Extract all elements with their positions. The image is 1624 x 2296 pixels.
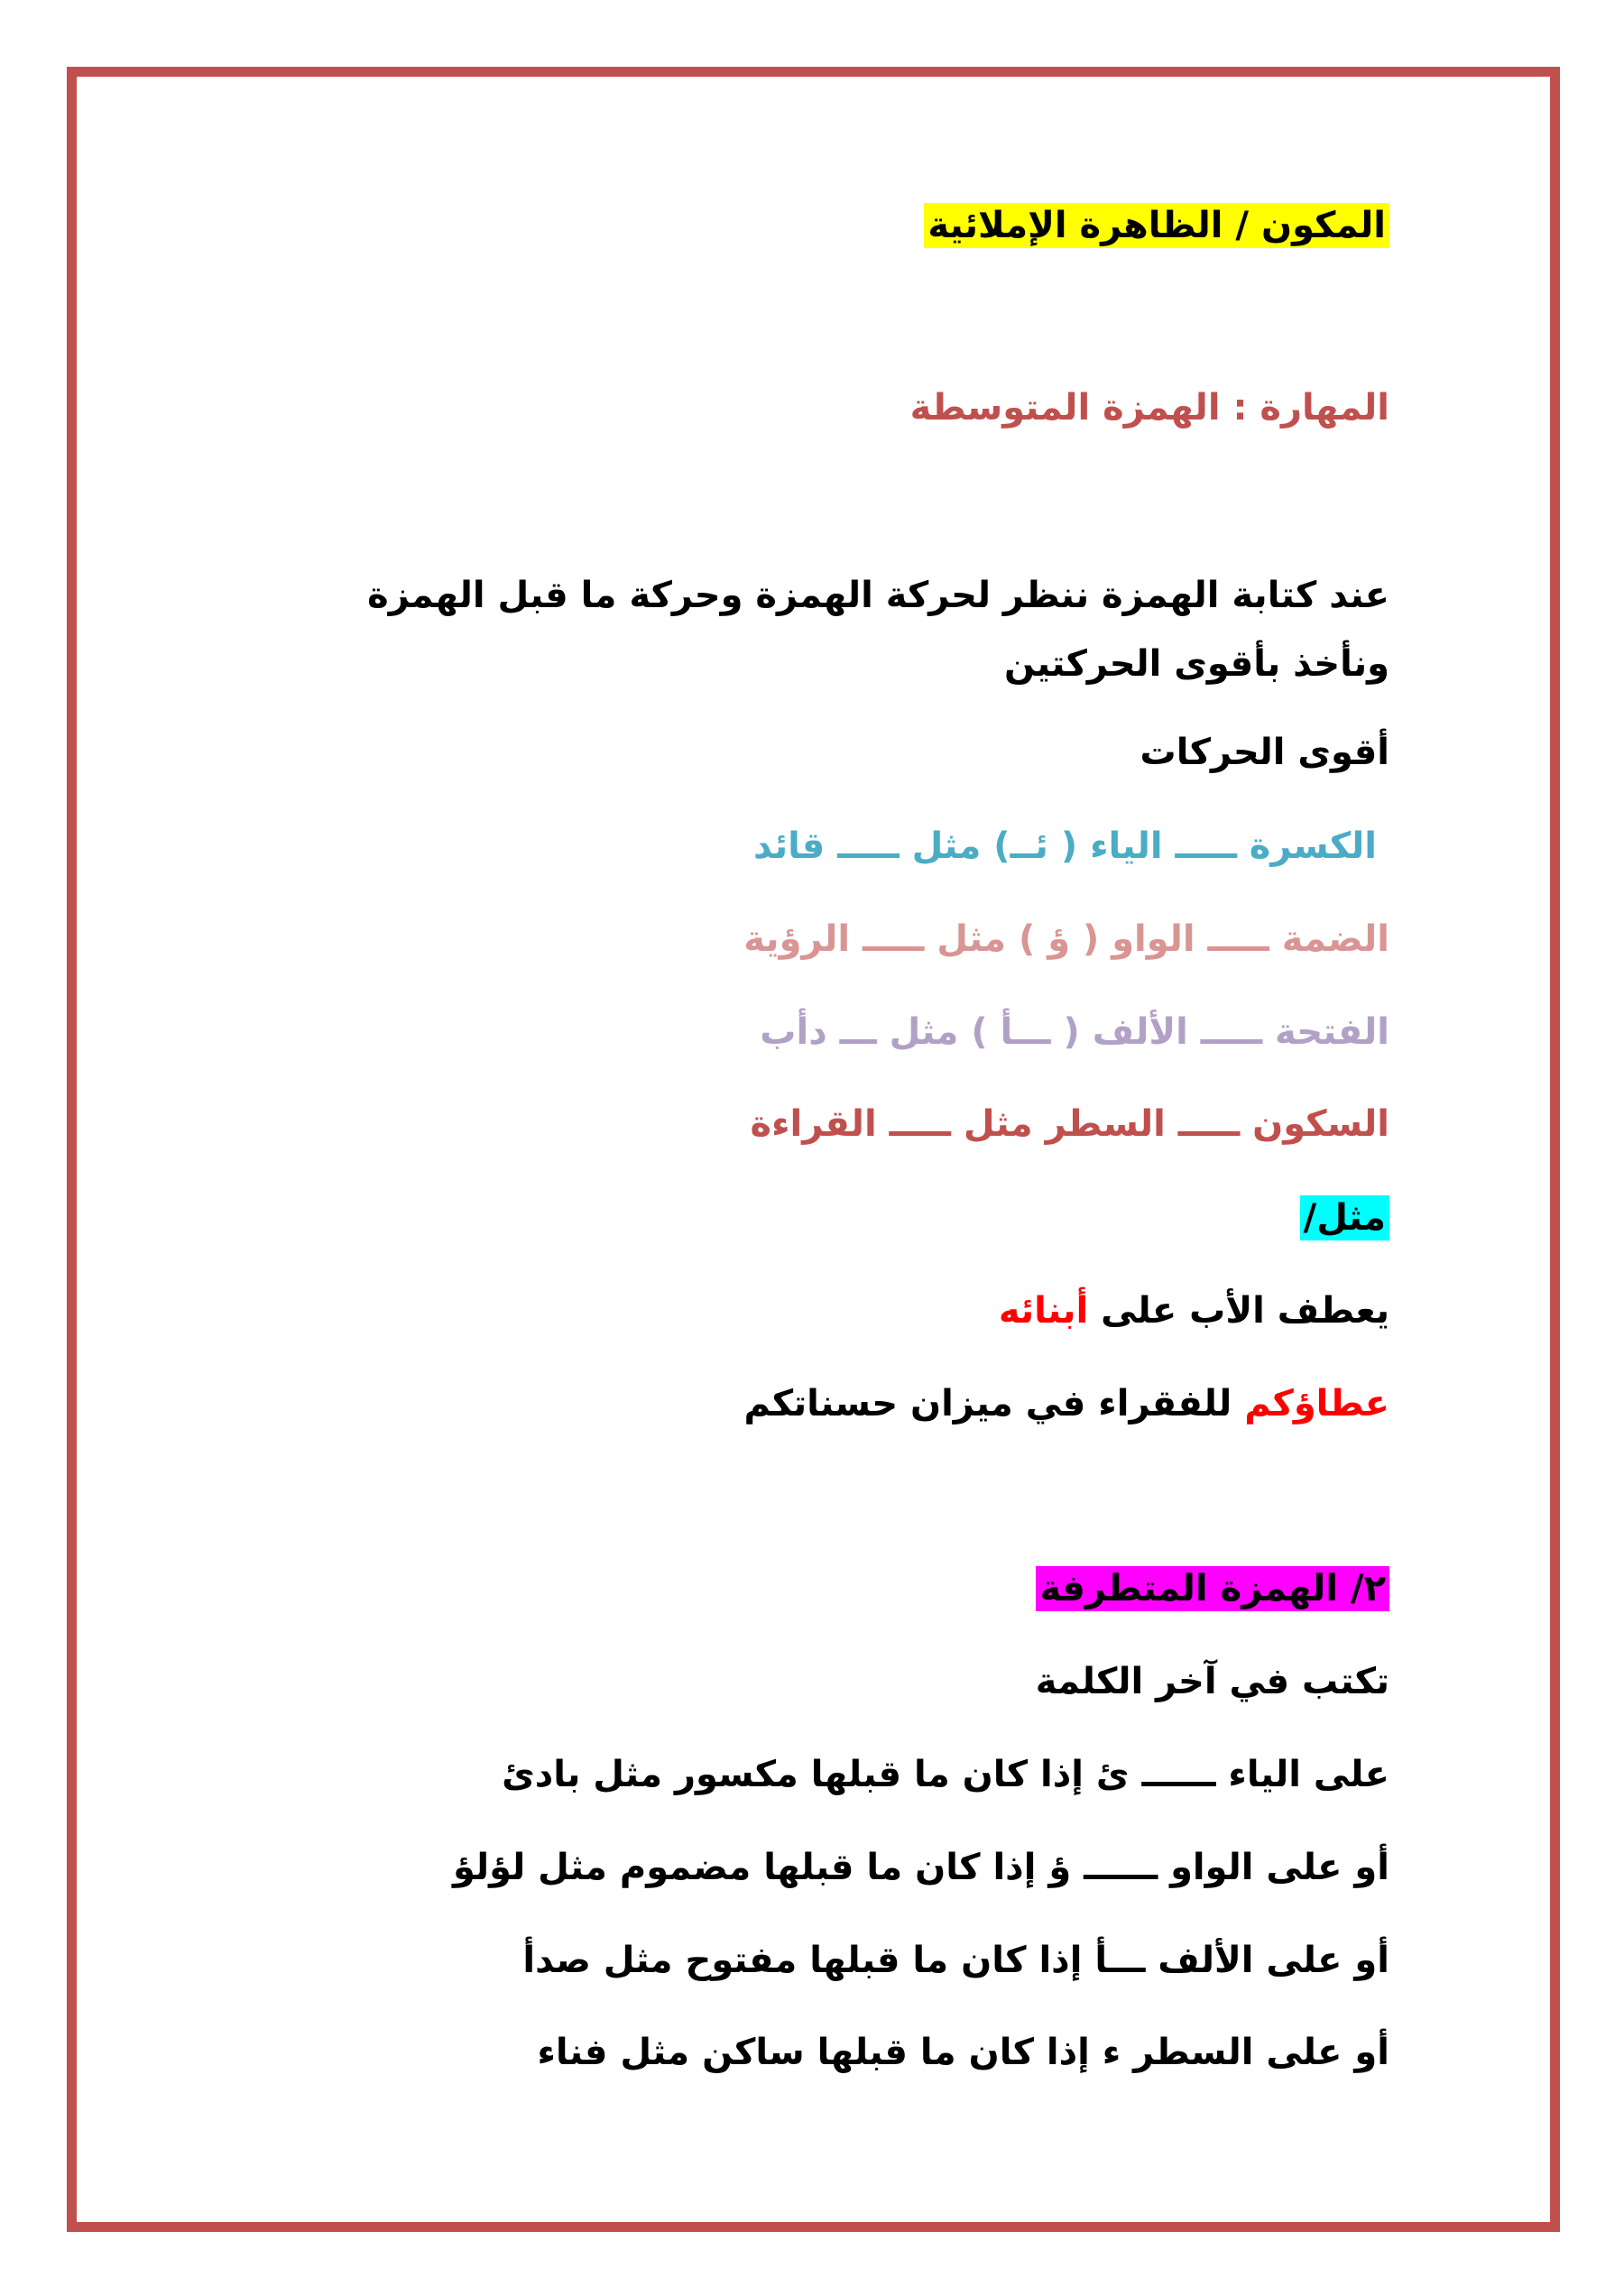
example-label [1300,1193,1389,1243]
final-hamza-rule-waw: أو على الواو ــــــ ؤ إذا كان ما قبلها مضموم مثل لؤلؤ [453,1847,1389,1888]
example-sentence-2 [744,1379,1390,1429]
example-sentence-1 [999,1286,1389,1336]
kasra-rule: الكسرة ـــــ الياء ( ئــ) مثل ـــــ قائد [753,825,1377,867]
final-hamza-rule-alif: أو على الألف ـــأ إذا كان ما قبلها مفتوح مثل صدأ [522,1940,1389,1981]
final-hamza-rule-ya: على الياء ــــــ ئ إذا كان ما قبلها مكسور مثل بادئ [502,1754,1389,1795]
example-1-prefix: يعطف الأب على [1088,1290,1389,1332]
component-heading-text: المكون / الظاهرة الإملائية [924,203,1389,248]
example-2-suffix: للفقراء في ميزان حسناتكم [743,1383,1245,1425]
example-2-word: عطاؤكم [1244,1383,1389,1425]
component-heading [924,200,1389,251]
example-1-word: أبنائه [998,1290,1089,1332]
final-hamza-title-text: ٢/ الهمزة المتطرفة [1036,1566,1389,1611]
rule-paragraph: عند كتابة الهمزة ننظر لحركة الهمزة وحركة ما قبل الهمزة ونأخذ بأقوى الحركتين [367,575,1389,685]
final-hamza-rule-line: أو على السطر ء إذا كان ما قبلها ساكن مثل فناء [537,2032,1389,2073]
damma-rule: الضمة ـــــ الواو ( ؤ ) مثل ـــــ الرؤية [743,918,1389,960]
skill-heading: المهارة : الهمزة المتوسطة [909,387,1389,429]
sukun-rule: السكون ـــــ السطر مثل ـــــ القراءة [750,1103,1389,1145]
fatha-rule: الفتحة ـــــ الألف ( ـــأ ) مثل ـــ دأب [760,1011,1389,1053]
example-label-text: مثل/ [1300,1195,1389,1240]
final-hamza-title [1036,1563,1389,1614]
strongest-vowels-title: أقوى الحركات [1140,732,1389,773]
final-hamza-subtitle: تكتب في آخر الكلمة [1035,1661,1389,1702]
